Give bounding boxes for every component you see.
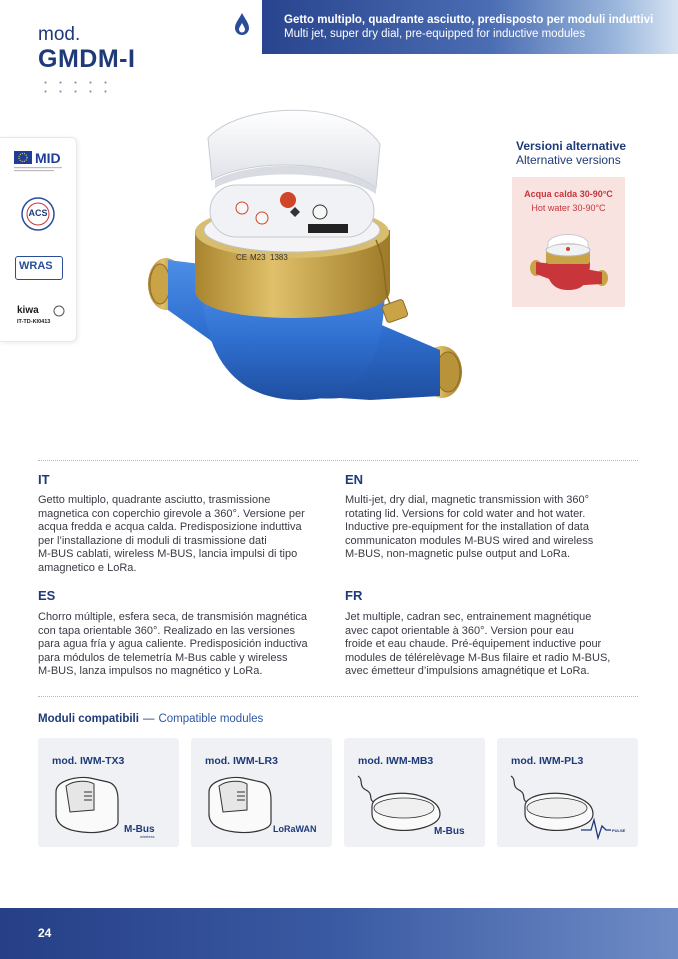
- module-name: mod. IWM-TX3: [52, 755, 125, 767]
- description-line: magnetica con coperchio girevole a 360°. Versione per: [38, 507, 305, 520]
- description-line: acqua fredda e acqua calda. Predisposizione induttiva: [38, 521, 302, 534]
- model-title: GMDM-I: [38, 45, 136, 73]
- description-line: Getto multiplo, quadrante asciutto, trasmissione: [38, 494, 271, 506]
- module-card-iwm-tx3: [38, 738, 179, 847]
- description-line: avec capot orientable à 360°. Version pour eau: [345, 624, 574, 637]
- page-footer: [0, 908, 678, 959]
- water-drop-icon: [233, 12, 251, 38]
- hot-water-meter-image: [528, 228, 610, 294]
- module-card-iwm-lr3: [191, 738, 332, 847]
- description-it: [38, 494, 305, 576]
- module-logo: M-Bus: [434, 826, 465, 837]
- mid-certification-logo: [14, 150, 64, 179]
- lang-code-es: ES: [38, 588, 56, 603]
- kiwa-code: IT-TD-KI0413: [17, 319, 51, 325]
- water-meter-image: [140, 100, 470, 445]
- description-line: M-BUS cablati, wireless M-BUS, lancia impulsi di tipo: [38, 548, 298, 561]
- description-line: M-BUS, lanza impulsos no magnético y LoRa.: [38, 665, 263, 678]
- description-es: [38, 611, 308, 679]
- description-line: modules de télérelèvage M-Bus filaire et radio M-BUS,: [345, 651, 611, 664]
- description-line: con tapa orientable 360°. Realizado en las versiones: [38, 624, 295, 637]
- dial-class: M23: [250, 253, 266, 262]
- page-number: 24: [38, 926, 52, 940]
- lang-code-it: IT: [38, 472, 50, 487]
- modules-heading: [38, 713, 263, 725]
- modules-title-en: Compatible modules: [158, 713, 264, 725]
- certifications-panel: [0, 137, 77, 342]
- description-line: amagnetico e LoRa.: [38, 561, 137, 574]
- module-name: mod. IWM-LR3: [205, 755, 278, 767]
- description-line: avec émetteur d’impulsions amagnétique et LoRa.: [345, 665, 590, 678]
- hot-water-label-it: Acqua calda 30-90°C: [524, 189, 613, 199]
- wras-certification-logo: [15, 256, 63, 280]
- kiwa-seal-icon: [53, 305, 65, 317]
- module-card-iwm-pl3: [497, 738, 638, 847]
- wras-label: WRAS: [19, 260, 53, 272]
- iwm-lr3-module-image: [201, 770, 325, 842]
- description-line: per l’installazione di moduli di trasmissione dati: [38, 534, 267, 547]
- module-logo: PULSE: [612, 828, 626, 833]
- section-divider-top: [38, 460, 638, 461]
- description-line: M-BUS, non-magnetic pulse output and LoRa.: [345, 548, 571, 561]
- svg-text:CE: CE: [236, 253, 248, 262]
- description-line: para módulos de telemetría M-Bus cable y wireless: [38, 651, 288, 664]
- lang-code-fr: FR: [345, 588, 363, 603]
- alternatives-title-it: Versioni alternative: [516, 139, 627, 153]
- section-divider-bottom: [38, 696, 638, 697]
- description-line: Chorro múltiple, esfera seca, de transmisión magnética: [38, 611, 308, 623]
- dial-number: 1383: [270, 253, 288, 262]
- acs-label: ACS: [28, 208, 48, 218]
- mid-label: MID: [35, 150, 61, 166]
- module-logo-sub: wireless: [140, 834, 155, 839]
- kiwa-label: kiwa: [17, 305, 39, 316]
- description-en: [345, 494, 593, 562]
- modules-title-separator: —: [142, 713, 155, 725]
- iwm-tx3-module-image: [48, 770, 172, 842]
- banner-title-it: Getto multiplo, quadrante asciutto, predisposto per moduli induttivi: [284, 14, 654, 26]
- lang-code-en: EN: [345, 472, 364, 487]
- description-fr: [345, 611, 610, 679]
- hot-water-label-en: Hot water 30-90°C: [531, 203, 606, 213]
- description-line: Multi-jet, dry dial, magnetic transmission with 360°: [345, 494, 590, 506]
- iwm-pl3-module-image: [507, 770, 631, 842]
- acs-certification-logo: [20, 196, 56, 232]
- iwm-mb3-module-image: [354, 770, 478, 842]
- description-line: communicaton modules M-BUS wired and wireless: [345, 534, 594, 547]
- modules-title-it: Moduli compatibili: [38, 713, 139, 725]
- alternatives-title-en: Alternative versions: [516, 153, 621, 167]
- header-banner: [262, 0, 678, 54]
- description-line: froide et eau chaude. Pré-équipement inductive pour: [345, 638, 602, 651]
- description-line: Inductive pre-equipment for the installation of data: [345, 521, 589, 534]
- module-logo: LoRaWAN: [273, 824, 317, 834]
- model-prefix: mod.: [38, 24, 81, 45]
- decorative-dots: [38, 78, 108, 98]
- description-line: rotating lid. Versions for cold water and hot water.: [345, 507, 586, 520]
- banner-title-en: Multi jet, super dry dial, pre-equipped for inductive modules: [284, 28, 586, 40]
- module-card-iwm-mb3: [344, 738, 485, 847]
- description-line: para agua fría y agua caliente. Predisposición inductiva: [38, 638, 308, 651]
- module-name: mod. IWM-MB3: [358, 755, 434, 767]
- module-logo: M-Bus: [124, 824, 155, 835]
- kiwa-certification-logo: [17, 305, 67, 329]
- description-line: Jet multiple, cadran sec, entrainement magnétique: [345, 611, 592, 623]
- module-name: mod. IWM-PL3: [511, 755, 584, 767]
